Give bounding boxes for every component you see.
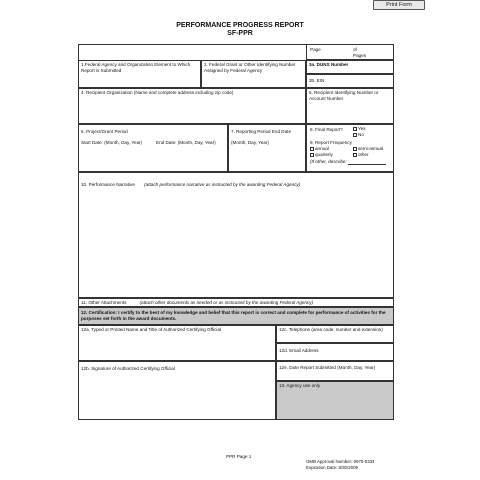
recipient-id-field[interactable] [306,88,394,124]
page-count-field[interactable] [306,44,394,60]
box12-text: 12. Certification: I certify to the best of my knowledge and belief that this report is correct and complete for performance of activities for the purposes set forth in the award documents. [81,310,386,321]
box12c-label: 12c. Telephone (area code, number and extension) [279,327,383,332]
other-label: other [358,152,369,157]
no-checkbox[interactable] [353,133,357,137]
form-subtitle: SF-PPR [227,30,253,37]
form-title: PERFORMANCE PROGRESS REPORT [176,22,304,29]
signature-field[interactable] [78,361,276,420]
describe-label: (If other, describe: [310,159,347,164]
semi-annual-label: semi-annual [358,146,384,151]
grant-number-field[interactable] [201,60,306,88]
print-form-button[interactable]: Print Form [373,0,425,10]
freq-quarterly[interactable] [310,152,333,158]
box6-label: 6. Project/Grant Period [81,129,128,134]
end-date-label: End Date: (Month, Day, Year) [156,140,216,145]
box7-sublabel: (Month, Day, Year) [231,140,269,145]
footer-page: PPR Page 1 [226,454,252,459]
box9-label: 9. Report Frequency [310,140,352,145]
other-checkbox[interactable] [353,153,357,157]
reporting-period-field[interactable] [228,124,306,172]
final-report-no[interactable] [353,132,364,138]
freq-annual[interactable] [310,146,329,152]
box10-label: 10. Performance Narrative [81,182,135,187]
agency-field[interactable] [78,60,201,88]
box3a-label: 3a. DUNS Number [309,62,349,67]
freq-other[interactable] [353,152,368,158]
annual-label: annual [315,146,329,151]
box1-label: 1.Federal Agency and Organization Element to Which Report is Submitted [81,62,191,73]
duns-field[interactable] [306,60,394,74]
email-field[interactable] [276,343,394,361]
agency-use-only [276,381,394,420]
other-describe[interactable] [310,159,386,165]
performance-narrative-field[interactable] [78,172,394,298]
box8-label: 8. Final Report? [310,127,343,132]
box11-instruction: (attach other documents as needed or as instructed by the awarding Federal Agency) [139,300,314,305]
date-submitted-field[interactable] [276,361,394,381]
footer-expiration: Expiration Date: 8/30/2009 [306,465,358,470]
of-label: of [353,47,357,52]
box12d-label: 12d. Email Address [279,348,319,353]
box7-label: 7. Reporting Period End Date [231,129,292,134]
box12e-label: 12e. Date Report Submitted (Month, Day, Year) [279,365,376,370]
no-label: No [358,132,364,137]
freq-semi-annual[interactable] [353,146,383,152]
recipient-org-field[interactable] [78,88,306,124]
final-report-yes[interactable] [353,126,366,132]
quarterly-checkbox[interactable] [310,153,314,157]
ein-field[interactable] [306,74,394,88]
telephone-field[interactable] [276,325,394,343]
yes-checkbox[interactable] [353,127,357,131]
final-report-and-frequency [306,124,394,172]
box12a-label: 12a. Typed or Printed Name and Title of Authorized Certifying Official [81,327,222,332]
certification-statement [78,307,394,325]
start-date-label: Start Date: (Month, Day, Year) [81,140,143,145]
box10-instruction: (attach performance narrative as instructed by the awarding Federal Agency) [144,182,301,187]
box5-label: 5. Recipient Identifying Number or Account Number [309,90,379,101]
semi-annual-checkbox[interactable] [353,147,357,151]
box3b-label: 3b. EIN [309,78,325,83]
box12b-label: 12b. Signature of Authorized Certifying Official [81,366,175,371]
box4-label: 4. Recipient Organization (Name and complete address including zip code) [81,90,234,95]
project-period-field[interactable] [78,124,228,172]
box13-label: 13. Agency use only [279,383,321,388]
box2-label: 2. Federal Grant or Other Identifying Number Assigned by Federal Agency [204,62,296,73]
describe-line [348,160,386,165]
other-attachments-field[interactable] [78,298,394,307]
certifying-official-name-field[interactable] [78,325,276,361]
box11-label: 11. Other Attachments [81,300,127,305]
footer-omb: OMB Approval Number: 0970-0334 [306,459,375,464]
quarterly-label: quarterly [315,152,333,157]
page-label: Page [310,47,321,52]
annual-checkbox[interactable] [310,147,314,151]
yes-label: Yes [358,126,366,131]
pages-label: Pages [353,53,367,58]
